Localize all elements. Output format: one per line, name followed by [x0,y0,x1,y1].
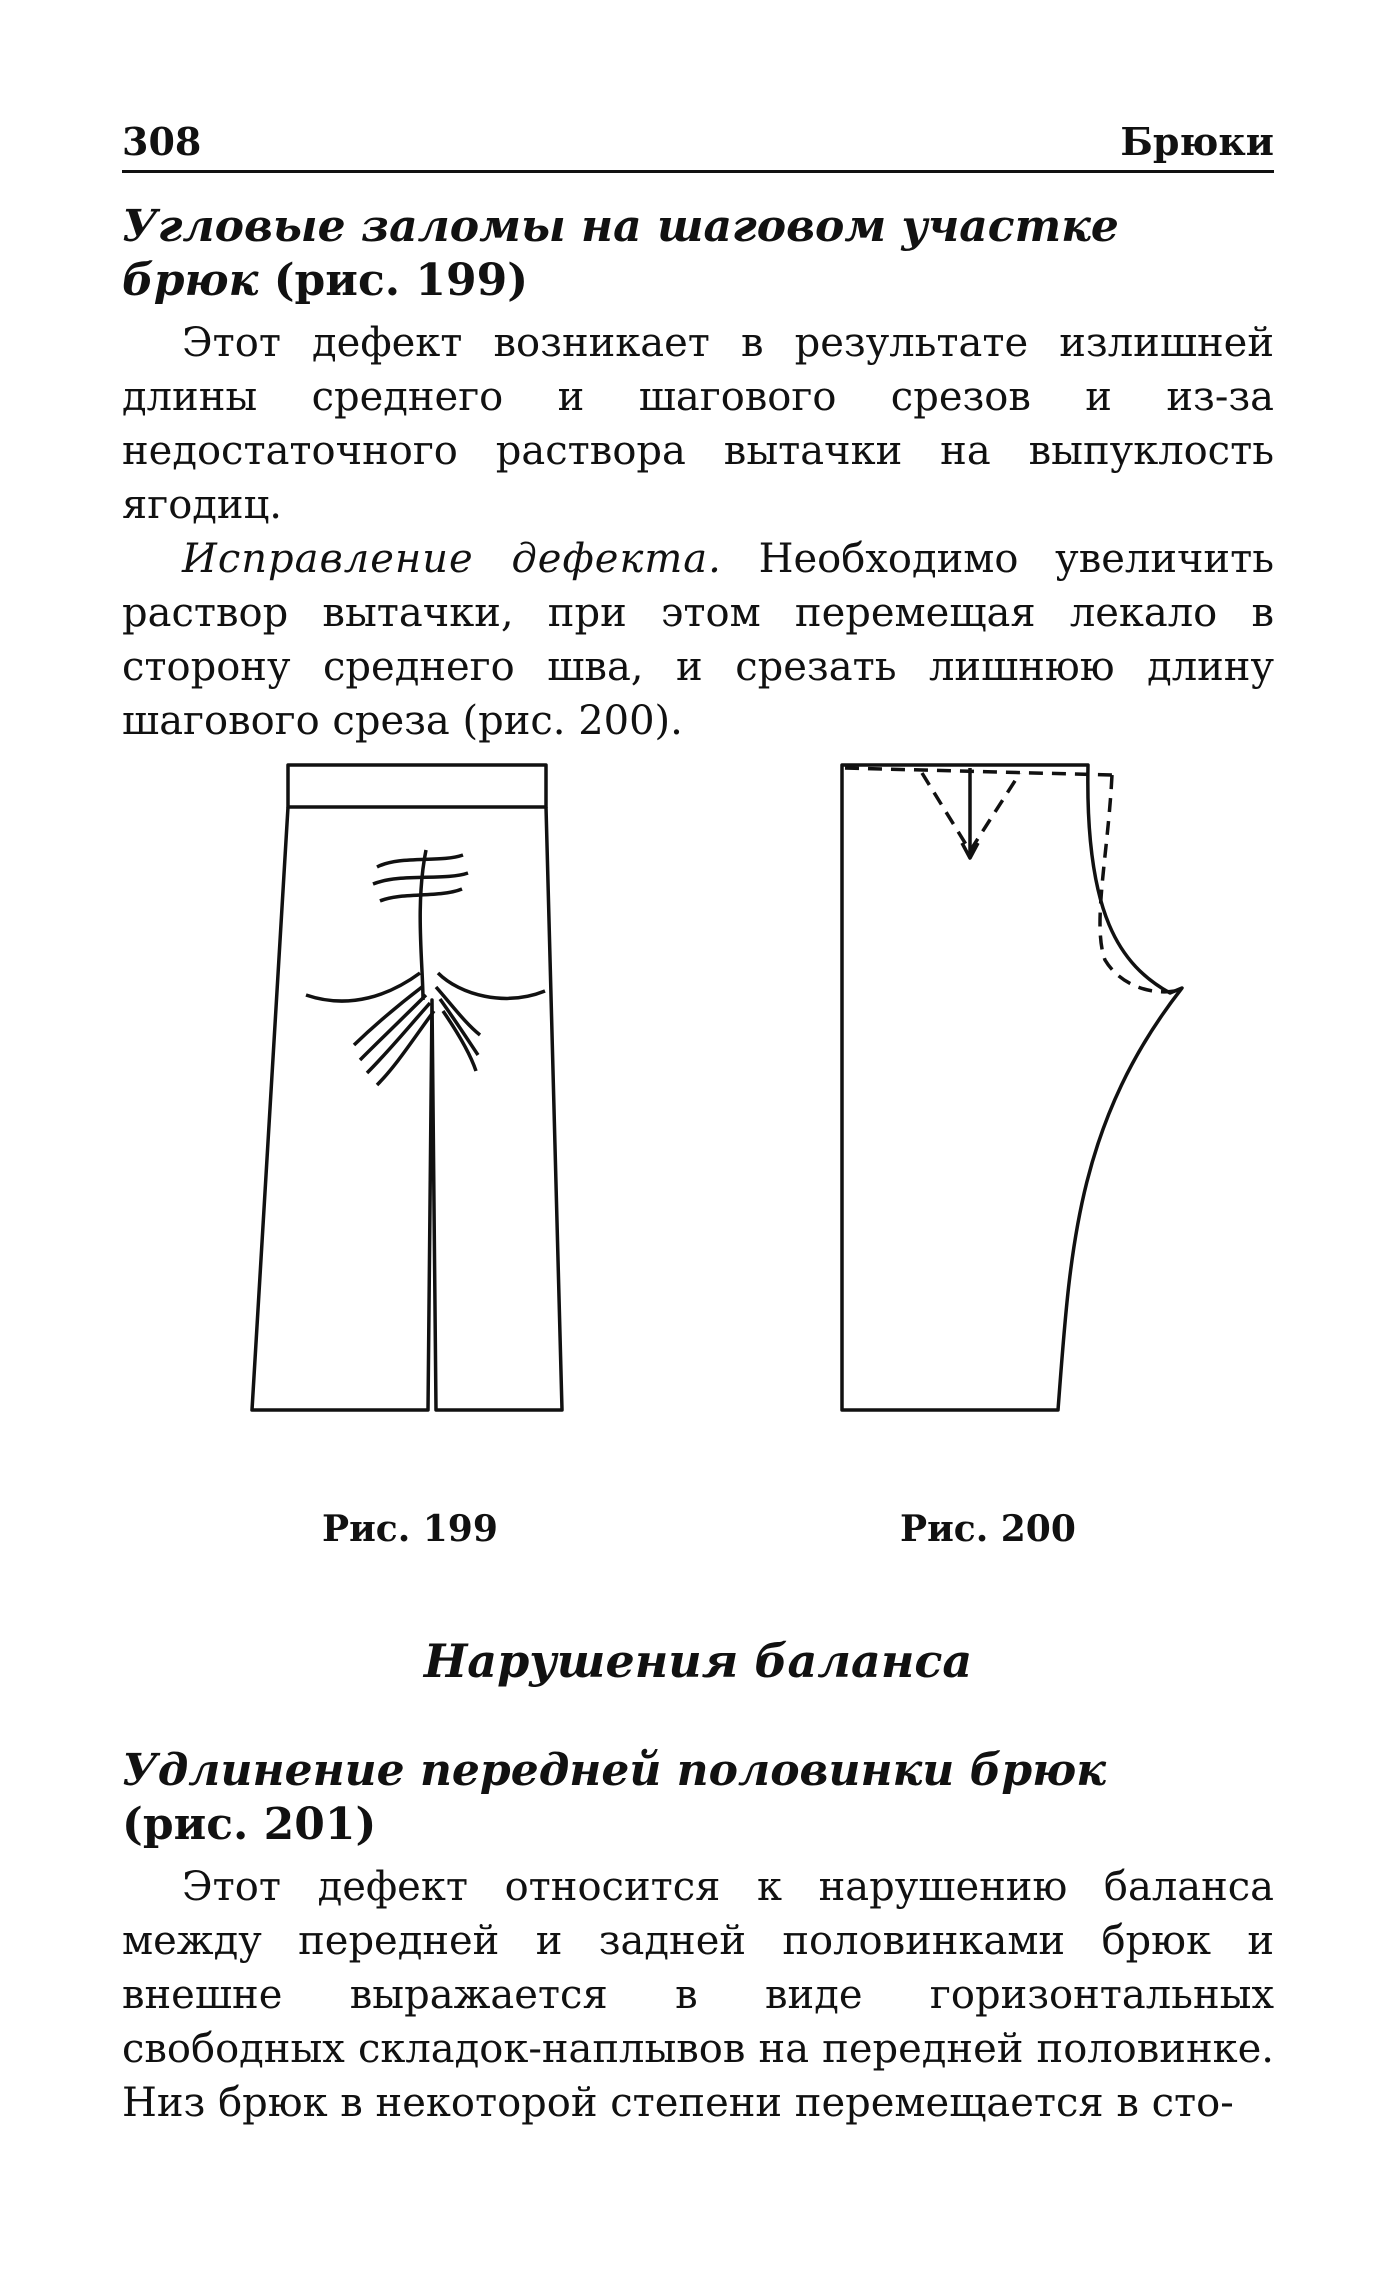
correction-lead: Исправление дефекта. [182,536,722,582]
heading-201-text: Удлинение передней половинки брюк [122,1745,1106,1796]
correction-text: Необходимо увеличить раствор вытачки, при этом перемещая лекало в сторону среднего шва, и срезать лишнюю длину шагового среза (рис. 200). [122,536,1274,744]
section-heading-199 [122,200,1274,308]
waistband [288,765,546,807]
heading-figure-ref: (рис. 199) [273,255,529,306]
heading-line-2 [122,254,1274,308]
corrected-waist-line [845,768,1112,775]
body-text-199 [122,316,1274,748]
pattern-outline [842,765,1182,1410]
body-text-201 [122,1860,1274,2130]
running-title: Брюки [1120,119,1274,164]
paragraph-defect: Этот дефект возникает в результате излишней длины среднего и шагового срезов и из-за недостаточного раствора вытачки на выпуклость ягодиц. [122,320,1274,528]
running-head [122,112,1274,173]
heading-201-figure-ref: (рис. 201) [122,1799,377,1850]
heading-text: Угловые заломы на шаговом участке [122,201,1119,252]
heading-201-line-1 [122,1744,1274,1798]
corrected-side-seam [1100,775,1175,992]
figure-200-pattern [830,755,1200,1425]
figure-199-trousers [240,755,580,1425]
caption-fig-200: Рис. 200 [900,1508,1076,1550]
heading-201-line-2 [122,1798,1274,1852]
caption-fig-199: Рис. 199 [322,1508,498,1550]
paragraph-correction [122,532,1274,748]
paragraph-balance: Этот дефект относится к нарушению баланса между передней и задней половинками брюк и внешне выражается в виде горизонтальных свободных складок-наплывов на передней половинке. Низ брюк в некоторой степени перемещается в сто- [122,1864,1274,2126]
section-heading-201 [122,1744,1274,1852]
heading-line-1 [122,200,1274,254]
heading-text-2: брюк [122,255,259,306]
page-number: 308 [122,119,202,164]
section-title-balance: Нарушения баланса [423,1634,973,1688]
